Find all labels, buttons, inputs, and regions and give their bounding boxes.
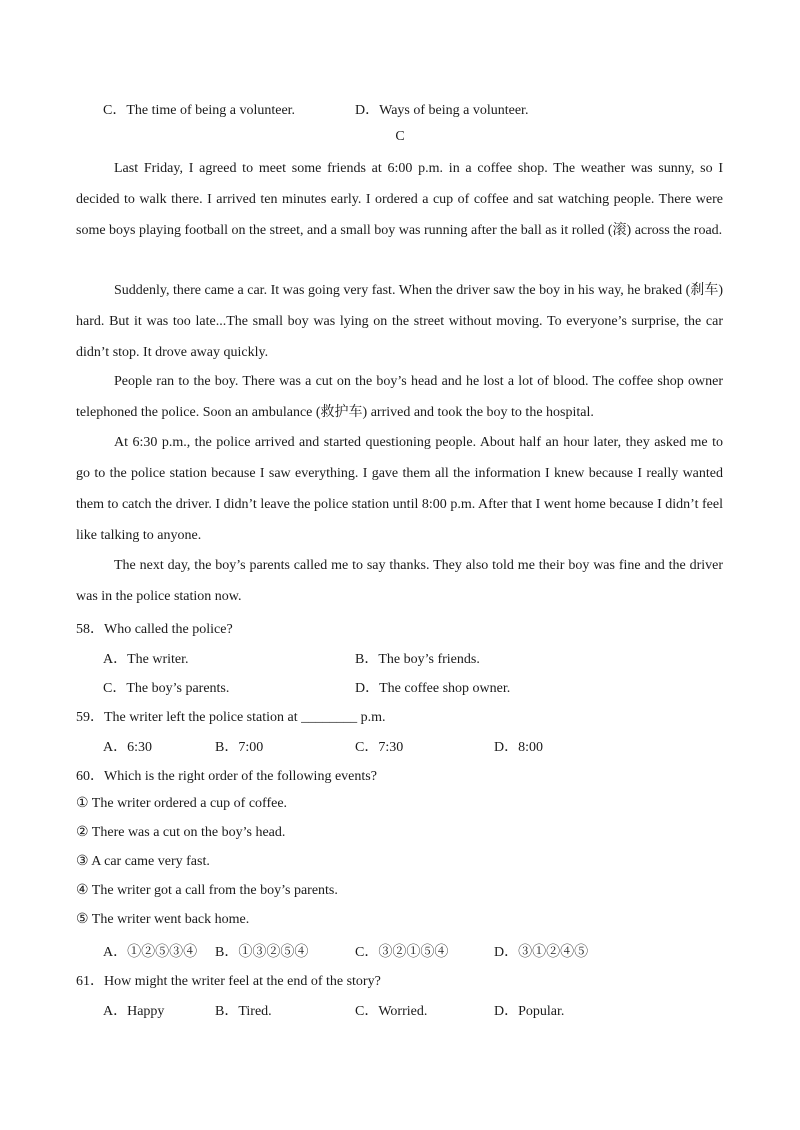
question-59-stem: 59．The writer left the police station at ________ p.m.	[76, 710, 386, 725]
q59-option-d[interactable]: D．8:00	[494, 740, 543, 755]
question-58-stem: 58．Who called the police?	[76, 622, 233, 637]
q58-option-b[interactable]: B．The boy’s friends.	[355, 652, 480, 667]
section-label: C	[395, 129, 405, 144]
q60-event-4: ④ The writer got a call from the boy’s parents.	[76, 883, 338, 898]
q59-option-a[interactable]: A．6:30	[103, 740, 152, 755]
q61-option-d[interactable]: D．Popular.	[494, 1004, 565, 1019]
q60-event-5: ⑤ The writer went back home.	[76, 912, 250, 927]
q60-event-1: ① The writer ordered a cup of coffee.	[76, 796, 288, 811]
q58-option-a[interactable]: A．The writer.	[103, 652, 189, 667]
q60-option-c[interactable]: C．③②①⑤④	[355, 945, 449, 960]
question-61-stem: 61．How might the writer feel at the end of the story?	[76, 974, 381, 989]
q60-option-b[interactable]: B．①③②⑤④	[215, 945, 309, 960]
passage-paragraph-4: At 6:30 p.m., the police arrived and started questioning people. About half an hour later, they asked me to go to the police station because I saw everything. I gave them all the information I knew because I really wanted them to catch the driver. I didn’t leave the police station until 8:00 p.m. After that I went home because I didn’t feel like talking to anyone.	[76, 435, 723, 543]
passage-paragraph-2: Suddenly, there came a car. It was going very fast. When the driver saw the boy in his way, he braked (刹车) hard. But it was too late...The small boy was lying on the street without moving. To everyone’s surprise, the car didn’t stop. It drove away quickly.	[76, 283, 723, 360]
option-c: C．The time of being a volunteer.	[103, 103, 296, 118]
passage-paragraph-1: Last Friday, I agreed to meet some friends at 6:00 p.m. in a coffee shop. The weather was sunny, so I decided to walk there. I arrived ten minutes early. I ordered a cup of coffee and sat watching people. There were some boys playing football on the street, and a small boy was running after the ball as it rolled (滚) across the road.	[76, 161, 723, 238]
passage-paragraph-3: People ran to the boy. There was a cut on the boy’s head and he lost a lot of blood. The coffee shop owner telephoned the police. Soon an ambulance (救护车) arrived and took the boy to the hospital.	[76, 374, 723, 420]
q61-option-c[interactable]: C．Worried.	[355, 1004, 428, 1019]
q59-option-b[interactable]: B．7:00	[215, 740, 264, 755]
question-60-stem: 60．Which is the right order of the following events?	[76, 769, 377, 784]
q60-event-2: ② There was a cut on the boy’s head.	[76, 825, 286, 840]
q59-option-c[interactable]: C．7:30	[355, 740, 404, 755]
q60-event-3: ③ A car came very fast.	[76, 854, 210, 869]
q58-option-c[interactable]: C．The boy’s parents.	[103, 681, 230, 696]
q61-option-b[interactable]: B．Tired.	[215, 1004, 272, 1019]
q61-option-a[interactable]: A．Happy	[103, 1004, 165, 1019]
option-d: D．Ways of being a volunteer.	[355, 103, 529, 118]
passage-paragraph-5: The next day, the boy’s parents called me to say thanks. They also told me their boy was fine and the driver was in the police station now.	[76, 558, 723, 604]
q58-option-d[interactable]: D．The coffee shop owner.	[355, 681, 511, 696]
q60-option-d[interactable]: D．③①②④⑤	[494, 945, 589, 960]
q60-option-a[interactable]: A．①②⑤③④	[103, 945, 198, 960]
